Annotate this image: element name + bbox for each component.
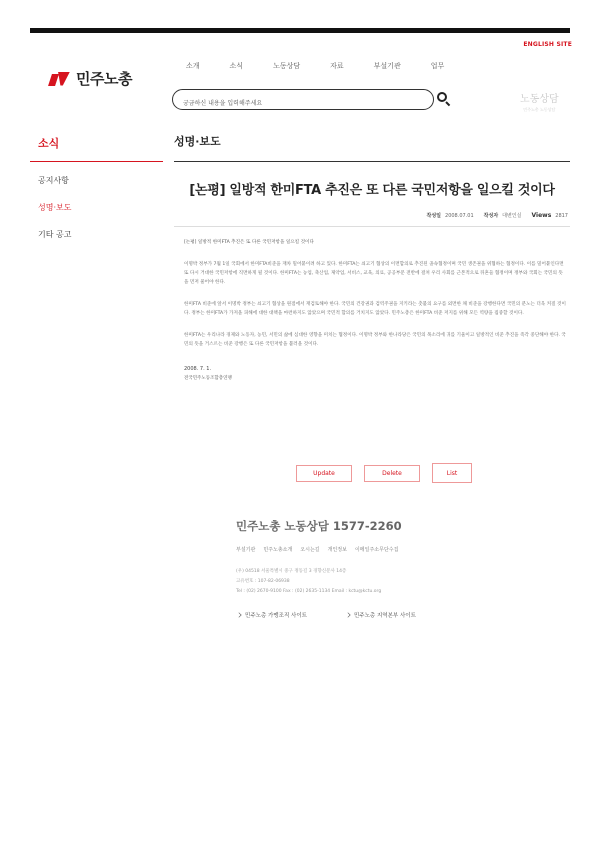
sidebar-menu (38, 176, 71, 257)
footer-link-directions[interactable]: 오시는길 (300, 547, 320, 553)
article-title: [논평] 일방적 한미FTA 추진은 또 다른 국민저항을 일으킬 것이다 (189, 183, 555, 198)
main-nav (186, 61, 474, 71)
footer-site-regional[interactable] (345, 611, 416, 619)
footer-info (236, 567, 454, 597)
sidebar-item-other-notices[interactable]: 기타 공고 (38, 230, 72, 239)
footer-link-affiliates[interactable]: 부설기관 (236, 547, 256, 553)
list-button[interactable]: List (432, 463, 472, 483)
nav-item-business[interactable]: 업무 (430, 62, 445, 70)
nav-item-resources[interactable]: 자료 (330, 62, 344, 70)
chevron-right-icon (345, 612, 350, 617)
sidebar-title: 소식 (38, 137, 60, 150)
search-icon[interactable] (437, 92, 451, 106)
date-value: 2008.07.01 (445, 212, 474, 219)
footer-contact: Tel : (02) 2670-9100 Fax : (02) 2635-1134 Email : kctu@kctu.org (236, 589, 382, 594)
consult-title: 노동상담 (520, 94, 559, 105)
views-label: Views (531, 212, 552, 219)
article-paragraph: 이명박 정부가 7월 1일 국회에서 한미FTA비준을 재차 밀어붙이려 하고 있다. 한미FTA는 쇠고기 협상의 이면합의로 추진된 졸속협정이며 국민 생존권을 위협하는 협정이다. 이를 밀어붙인다면 또 다시 거대한 국민저항에 직면하게 될 것이다. 한미FTA는 농업, 축산업, 제약업, 서비스, 교육, 의료, 공공부문 전반에 걸쳐 우리 사회를 근본적으로 뒤흔들 협정이며 정부와 국회는 국민의 뜻을 먼저 물어야 한다. (184, 262, 564, 285)
kctu-logo-mark-icon (50, 72, 72, 86)
footer-address: (우) 04518 서울특별시 중구 정동길 3 경향신문사 14층 (236, 569, 347, 574)
chevron-right-icon (236, 612, 241, 617)
footer-consult-tel: 민주노총 노동상담 1577-2260 (236, 519, 402, 533)
logo-text: 민주노총 (76, 70, 132, 88)
search-box (172, 89, 434, 110)
consult-subtitle: 민주노총 노동상담 (523, 107, 556, 112)
footer-site-affiliates[interactable] (236, 611, 307, 619)
footer-links (236, 546, 454, 553)
consult-link[interactable] (520, 90, 559, 113)
top-black-bar (30, 28, 570, 33)
sidebar-divider (30, 161, 163, 162)
footer-site-affiliates-label: 민주노총 가맹조직 사이트 (245, 613, 307, 619)
sidebar-item-notice[interactable]: 공지사항 (38, 176, 69, 185)
nav-item-affiliates[interactable]: 부설기관 (373, 62, 401, 70)
kctu-logo[interactable] (50, 68, 132, 89)
meta-divider (174, 226, 570, 227)
footer-site-regional-label: 민주노총 지역본부 사이트 (353, 613, 416, 619)
article-paragraph: 한미FTA 비준에 앞서 이명박 정부는 쇠고기 협상을 원점에서 재검토해야 한다. 국민의 건강권과 검역주권을 지키라는 촛불의 요구를 외면한 채 비준을 강행한다면 국민의 분노는 더욱 커질 것이다. 정부는 한미FTA가 가져올 피해에 대한 대책을 마련하지도 않았으며 국민적 합의를 거치지도 않았다. 민주노총은 한미FTA 비준 저지를 위해 모든 역량을 집중할 것이다. (184, 302, 566, 316)
delete-button[interactable]: Delete (364, 465, 420, 482)
footer-link-email-policy[interactable]: 이메일주소무단수집 (354, 547, 399, 553)
update-button[interactable]: Update (296, 465, 352, 482)
author-value: 대변인실 (502, 213, 522, 219)
article-meta (427, 212, 568, 219)
nav-item-news[interactable]: 소식 (229, 62, 244, 70)
author-label: 작성자 (483, 213, 499, 219)
footer-link-privacy[interactable]: 개인정보 (327, 547, 347, 553)
search-input[interactable] (173, 94, 433, 113)
footer-link-about[interactable]: 민주노총소개 (263, 547, 293, 553)
nav-item-consult[interactable]: 노동상담 (273, 62, 301, 70)
article-lead: [논평] 일방적 한미FTA 추진은 또 다른 국민저항을 일으킬 것이다 (184, 240, 314, 245)
signature-org: 전국민주노동조합총연맹 (184, 376, 232, 381)
date-label: 작성일 (426, 213, 442, 219)
footer-sites (236, 611, 454, 619)
article-actions (296, 463, 472, 483)
page-title: 성명·보도 (174, 135, 221, 148)
signature-date: 2008. 7. 1. (184, 366, 212, 372)
footer-bizno: 고유번호 : 107-82-06938 (236, 579, 290, 584)
footer (236, 518, 454, 619)
views-value: 2817 (555, 212, 568, 219)
english-site-link[interactable]: ENGLISH SITE (523, 41, 572, 48)
sidebar-item-statements[interactable]: 성명·보도 (38, 203, 72, 212)
page-title-divider (174, 161, 570, 162)
article-paragraph: 한미FTA는 우리나라 경제와 노동자, 농민, 서민의 삶에 심대한 영향을 미치는 협정이다. 이명박 정부와 한나라당은 국민의 목소리에 귀를 기울이고 일방적인 비준 추진을 즉각 중단해야 한다. 국민의 뜻을 거스르는 비준 강행은 또 다른 국민저항을 불러올 것이다. (184, 333, 566, 347)
nav-item-about[interactable]: 소개 (186, 62, 200, 70)
article-body (184, 238, 566, 383)
